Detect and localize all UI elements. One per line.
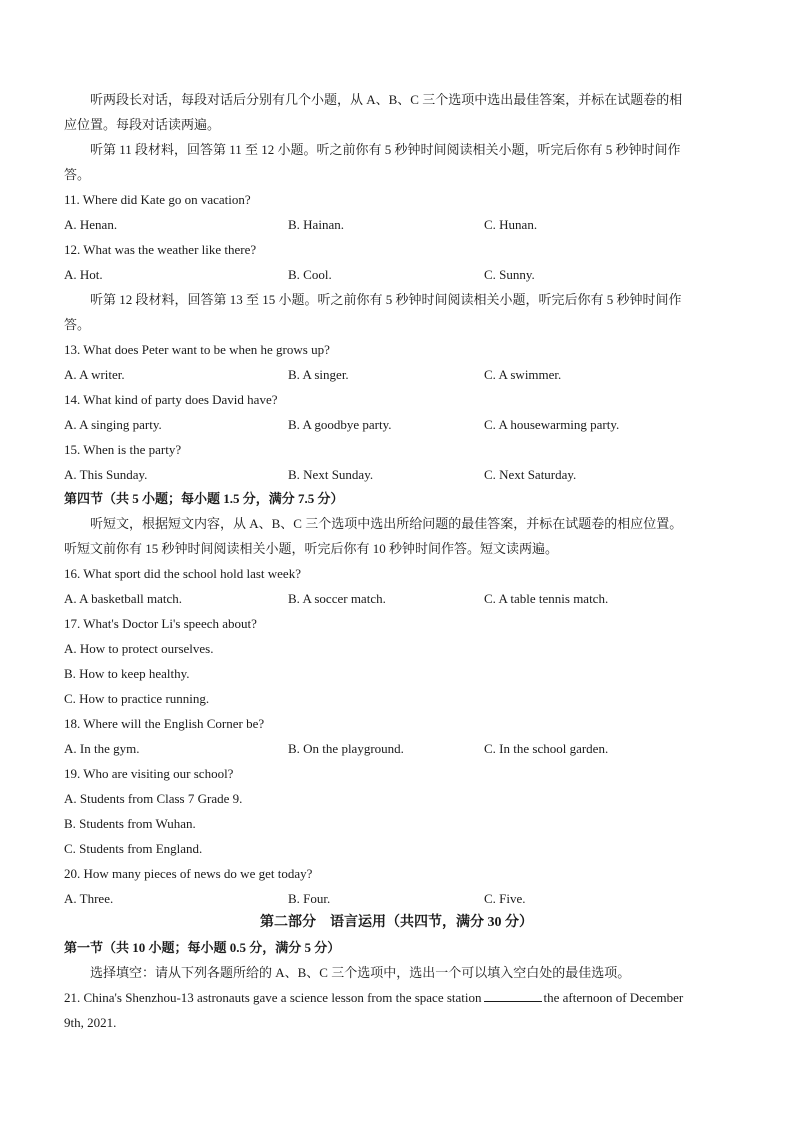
intro-line-1: 听两段长对话，每段对话后分别有几个小题，从 A、B、C 三个选项中选出最佳答案，并标在试题卷的相	[90, 92, 683, 107]
option-20-b[interactable]: B. Four.	[288, 891, 331, 906]
question-16: 16. What sport did the school hold last week?	[64, 566, 301, 581]
section-4-line-2: 听短文前你有 15 秒钟时间阅读相关小题，听完后你有 10 秒钟时间作答。短文读两遍。	[64, 541, 559, 556]
question-21-line-2: 9th, 2021.	[64, 1015, 117, 1030]
option-14-a[interactable]: A. A singing party.	[64, 417, 162, 432]
option-18-c[interactable]: C. In the school garden.	[484, 741, 609, 756]
option-20-a[interactable]: A. Three.	[64, 891, 114, 906]
question-18: 18. Where will the English Corner be?	[64, 716, 265, 731]
option-16-a[interactable]: A. A basketball match.	[64, 591, 183, 606]
option-15-a[interactable]: A. This Sunday.	[64, 467, 148, 482]
option-14-c[interactable]: C. A housewarming party.	[484, 417, 620, 432]
question-21-text-after: the afternoon of December	[543, 990, 684, 1005]
option-11-c[interactable]: C. Hunan.	[484, 217, 538, 232]
question-17: 17. What's Doctor Li's speech about?	[64, 616, 257, 631]
option-18-a[interactable]: A. In the gym.	[64, 741, 140, 756]
material-12-line-2: 答。	[64, 317, 91, 332]
option-17-b[interactable]: B. How to keep healthy.	[64, 666, 190, 681]
option-16-c[interactable]: C. A table tennis match.	[484, 591, 609, 606]
option-18-b[interactable]: B. On the playground.	[288, 741, 404, 756]
section-4-heading: 第四节（共 5 小题；每小题 1.5 分，满分 7.5 分）	[64, 491, 344, 506]
material-11-line-1: 听第 11 段材料，回答第 11 至 12 小题。听之前你有 5 秒钟时间阅读相关小题，听完后你有 5 秒钟时间作	[90, 142, 681, 157]
option-13-b[interactable]: B. A singer.	[288, 367, 349, 382]
option-11-a[interactable]: A. Henan.	[64, 217, 118, 232]
answer-blank[interactable]	[484, 989, 542, 1002]
question-21-text-before: 21. China's Shenzhou-13 astronauts gave a science lesson from the space station	[64, 990, 482, 1005]
part-2-heading: 第二部分 语言运用（共四节，满分 30 分）	[260, 915, 533, 930]
material-11-line-2: 答。	[64, 167, 91, 182]
section-4-line-1: 听短文，根据短文内容，从 A、B、C 三个选项中选出所给问题的最佳答案，并标在试题卷的相应位置。	[90, 516, 683, 531]
option-11-b[interactable]: B. Hainan.	[288, 217, 344, 232]
option-17-c[interactable]: C. How to practice running.	[64, 691, 210, 706]
question-21	[64, 989, 683, 1007]
option-20-c[interactable]: C. Five.	[484, 891, 526, 906]
question-11: 11. Where did Kate go on vacation?	[64, 192, 251, 207]
option-19-b[interactable]: B. Students from Wuhan.	[64, 816, 196, 831]
material-12-line-1: 听第 12 段材料，回答第 13 至 15 小题。听之前你有 5 秒钟时间阅读相关小题，听完后你有 5 秒钟时间作	[90, 292, 682, 307]
option-19-c[interactable]: C. Students from England.	[64, 841, 203, 856]
question-15: 15. When is the party?	[64, 442, 182, 457]
option-15-c[interactable]: C. Next Saturday.	[484, 467, 577, 482]
option-12-a[interactable]: A. Hot.	[64, 267, 103, 282]
section-1-heading: 第一节（共 10 小题；每小题 0.5 分，满分 5 分）	[64, 940, 341, 955]
section-1-instruction: 选择填空：请从下列各题所给的 A、B、C 三个选项中，选出一个可以填入空白处的最佳选项。	[90, 965, 631, 980]
option-16-b[interactable]: B. A soccer match.	[288, 591, 386, 606]
question-12: 12. What was the weather like there?	[64, 242, 257, 257]
question-13: 13. What does Peter want to be when he grows up?	[64, 342, 330, 357]
option-13-c[interactable]: C. A swimmer.	[484, 367, 562, 382]
option-17-a[interactable]: A. How to protect ourselves.	[64, 641, 214, 656]
option-12-b[interactable]: B. Cool.	[288, 267, 332, 282]
option-12-c[interactable]: C. Sunny.	[484, 267, 535, 282]
option-14-b[interactable]: B. A goodbye party.	[288, 417, 392, 432]
question-20: 20. How many pieces of news do we get today?	[64, 866, 313, 881]
question-14: 14. What kind of party does David have?	[64, 392, 278, 407]
option-13-a[interactable]: A. A writer.	[64, 367, 125, 382]
option-15-b[interactable]: B. Next Sunday.	[288, 467, 374, 482]
option-19-a[interactable]: A. Students from Class 7 Grade 9.	[64, 791, 243, 806]
intro-line-2: 应位置。每段对话读两遍。	[64, 117, 221, 132]
question-19: 19. Who are visiting our school?	[64, 766, 234, 781]
